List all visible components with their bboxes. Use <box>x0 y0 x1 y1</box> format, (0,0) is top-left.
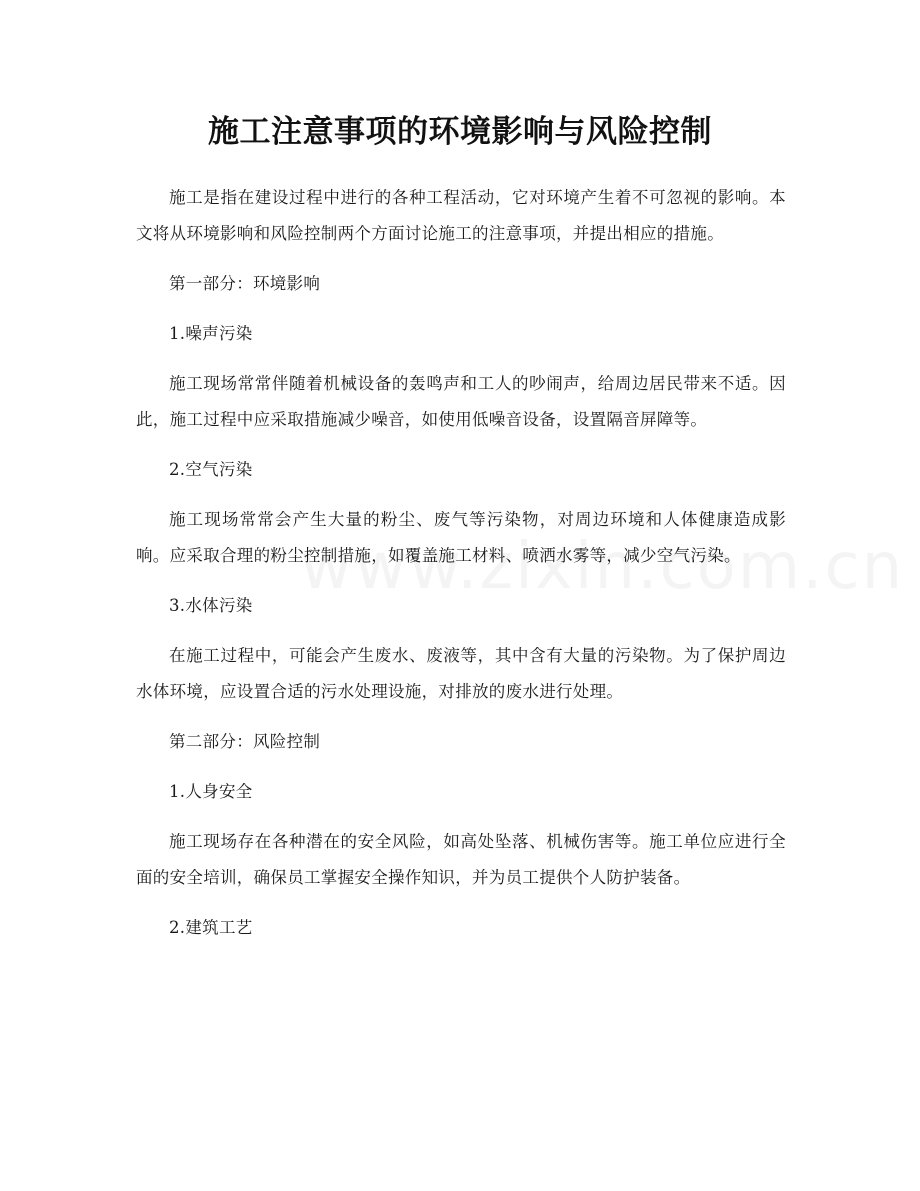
subheading-personal-safety: 1.人身安全 <box>169 782 253 801</box>
personal-safety-paragraph: 施工现场存在各种潜在的安全风险，如高处坠落、机械伤害等。施工单位应进行全面的安全培训，确保员工掌握安全操作知识，并为员工提供个人防护装备。 <box>136 832 786 887</box>
section-heading-part-one: 第一部分：环境影响 <box>169 274 321 293</box>
intro-paragraph: 施工是指在建设过程中进行的各种工程活动，它对环境产生着不可忽视的影响。本文将从环境影响和风险控制两个方面讨论施工的注意事项，并提出相应的措施。 <box>136 188 786 243</box>
subheading-air: 2.空气污染 <box>169 460 253 479</box>
section-heading-part-two: 第二部分：风险控制 <box>169 732 321 751</box>
subheading-noise: 1.噪声污染 <box>169 324 253 343</box>
document-body <box>136 180 786 960</box>
subheading-construction-process: 2.建筑工艺 <box>169 918 253 937</box>
document-title: 施工注意事项的环境影响与风险控制 <box>208 114 712 150</box>
air-paragraph: 施工现场常常会产生大量的粉尘、废气等污染物，对周边环境和人体健康造成影响。应采取合理的粉尘控制措施，如覆盖施工材料、喷洒水雾等，减少空气污染。 <box>136 510 786 565</box>
noise-paragraph: 施工现场常常伴随着机械设备的轰鸣声和工人的吵闹声，给周边居民带来不适。因此，施工过程中应采取措施减少噪音，如使用低噪音设备，设置隔音屏障等。 <box>136 374 786 429</box>
subheading-water: 3.水体污染 <box>169 596 253 615</box>
water-paragraph: 在施工过程中，可能会产生废水、废液等，其中含有大量的污染物。为了保护周边水体环境，应设置合适的污水处理设施，对排放的废水进行处理。 <box>136 646 786 701</box>
